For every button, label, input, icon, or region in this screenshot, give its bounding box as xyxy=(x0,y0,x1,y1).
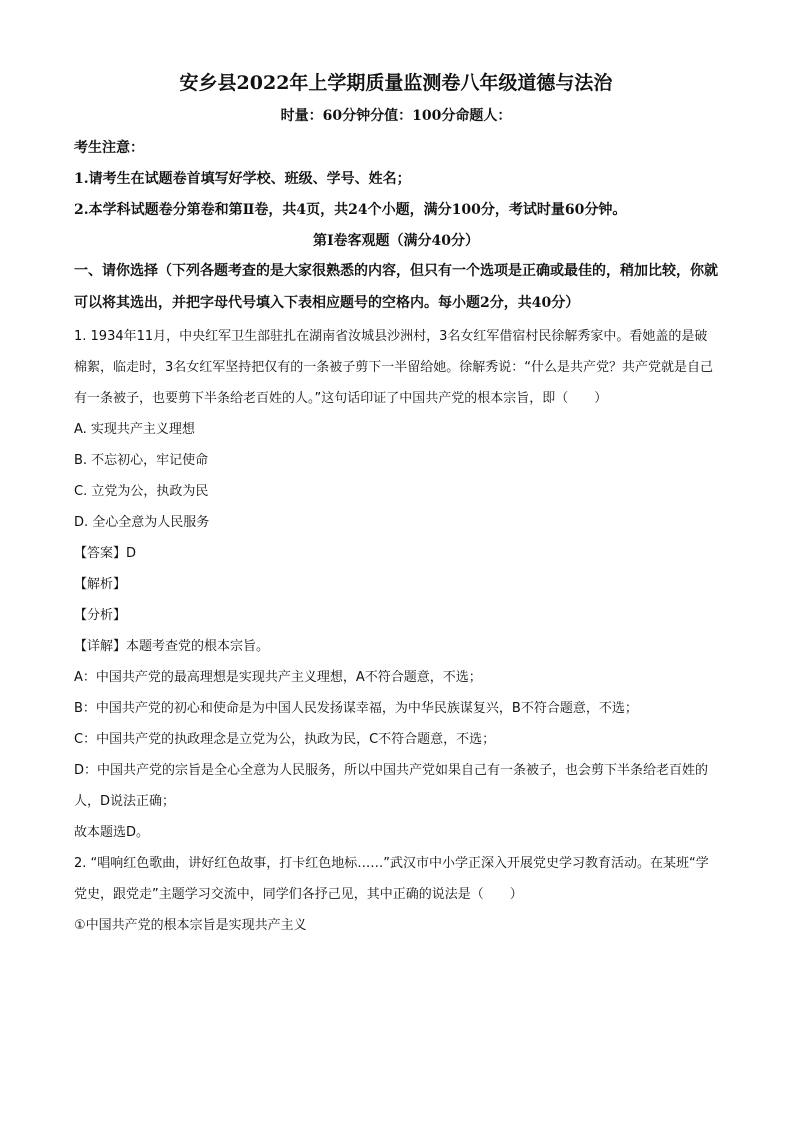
explanation-d: D：中国共产党的宗旨是全心全意为人民服务，所以中国共产党如果自己有一条被子，也会剪下半条给老百姓的人，D说法正确； xyxy=(74,763,709,809)
question-2-option-1: ①中国共产党的根本宗旨是实现共产主义 xyxy=(74,918,307,933)
conclusion-line: 故本题选D。 xyxy=(74,825,150,840)
explanation-b: B：中国共产党的初心和使命是为中国人民发扬谋幸福，为中华民族谋复兴，B不符合题意，不选； xyxy=(74,701,638,716)
analysis-label: 【解析】 xyxy=(74,577,127,592)
notice-label: 考生注意： xyxy=(74,140,144,156)
fenxi-label: 【分析】 xyxy=(74,608,127,623)
explanation-c: C：中国共产党的执政理念是立党为公，执政为民，C不符合题意，不选； xyxy=(74,732,496,747)
explanation-a: A：中国共产党的最高理想是实现共产主义理想，A不符合题意，不选； xyxy=(74,670,482,685)
question-1 xyxy=(74,321,718,848)
page-title: 安乡县2022年上学期质量监测卷八年级道德与法治 xyxy=(179,72,613,94)
section-instructions: 一、请你选择（下列各题考查的是大家很熟悉的内容，但只有一个选项是正确或最佳的，稍加比较，你就可以将其选出，并把字母代号填入下表相应题号的空格内。每小题2分，共40分） xyxy=(74,263,718,311)
question-2 xyxy=(74,848,718,941)
answer-line: 【答案】D xyxy=(74,546,137,561)
question-2-stem: 2. “唱响红色歌曲，讲好红色故事，打卡红色地标……”武汉市中小学正深入开展党史学习教育活动。在某班“学党史，跟党走”主题学习交流中，同学们各抒己见，其中正确的说法是（ ） xyxy=(74,856,709,902)
question-1-stem: 1. 1934年11月，中央红军卫生部驻扎在湖南省汝城县沙洲村，3名女红军借宿村民徐解秀家中。看她盖的是破棉絮，临走时，3名女红军坚持把仅有的一条被子剪下一半留给她。徐解秀说：“什么是共产党？共产党就是自己有一条被子，也要剪下半条给老百姓的人。”这句话印证了中国共产党的根本宗旨，即（ ） xyxy=(74,329,714,406)
question-1-option-c: C. 立党为公，执政为民 xyxy=(74,484,209,499)
question-1-option-d: D. 全心全意为人民服务 xyxy=(74,515,210,530)
detail-line: 【详解】本题考查党的根本宗旨。 xyxy=(74,639,270,654)
notice-item-1: 1.请考生在试题卷首填写好学校、班级、学号、姓名； xyxy=(74,171,411,187)
exam-info-line: 时量：60分钟分值：100分命题人： xyxy=(280,108,512,124)
section-title: 第Ⅰ卷客观题（满分40分） xyxy=(312,233,480,249)
question-1-option-b: B. 不忘初心，牢记使命 xyxy=(74,453,209,468)
notice-item-2: 2.本学科试题卷分第卷和第Ⅱ卷，共4页，共24个小题，满分100分，考试时量60分钟。 xyxy=(74,202,627,218)
question-1-option-a: A. 实现共产主义理想 xyxy=(74,422,195,437)
